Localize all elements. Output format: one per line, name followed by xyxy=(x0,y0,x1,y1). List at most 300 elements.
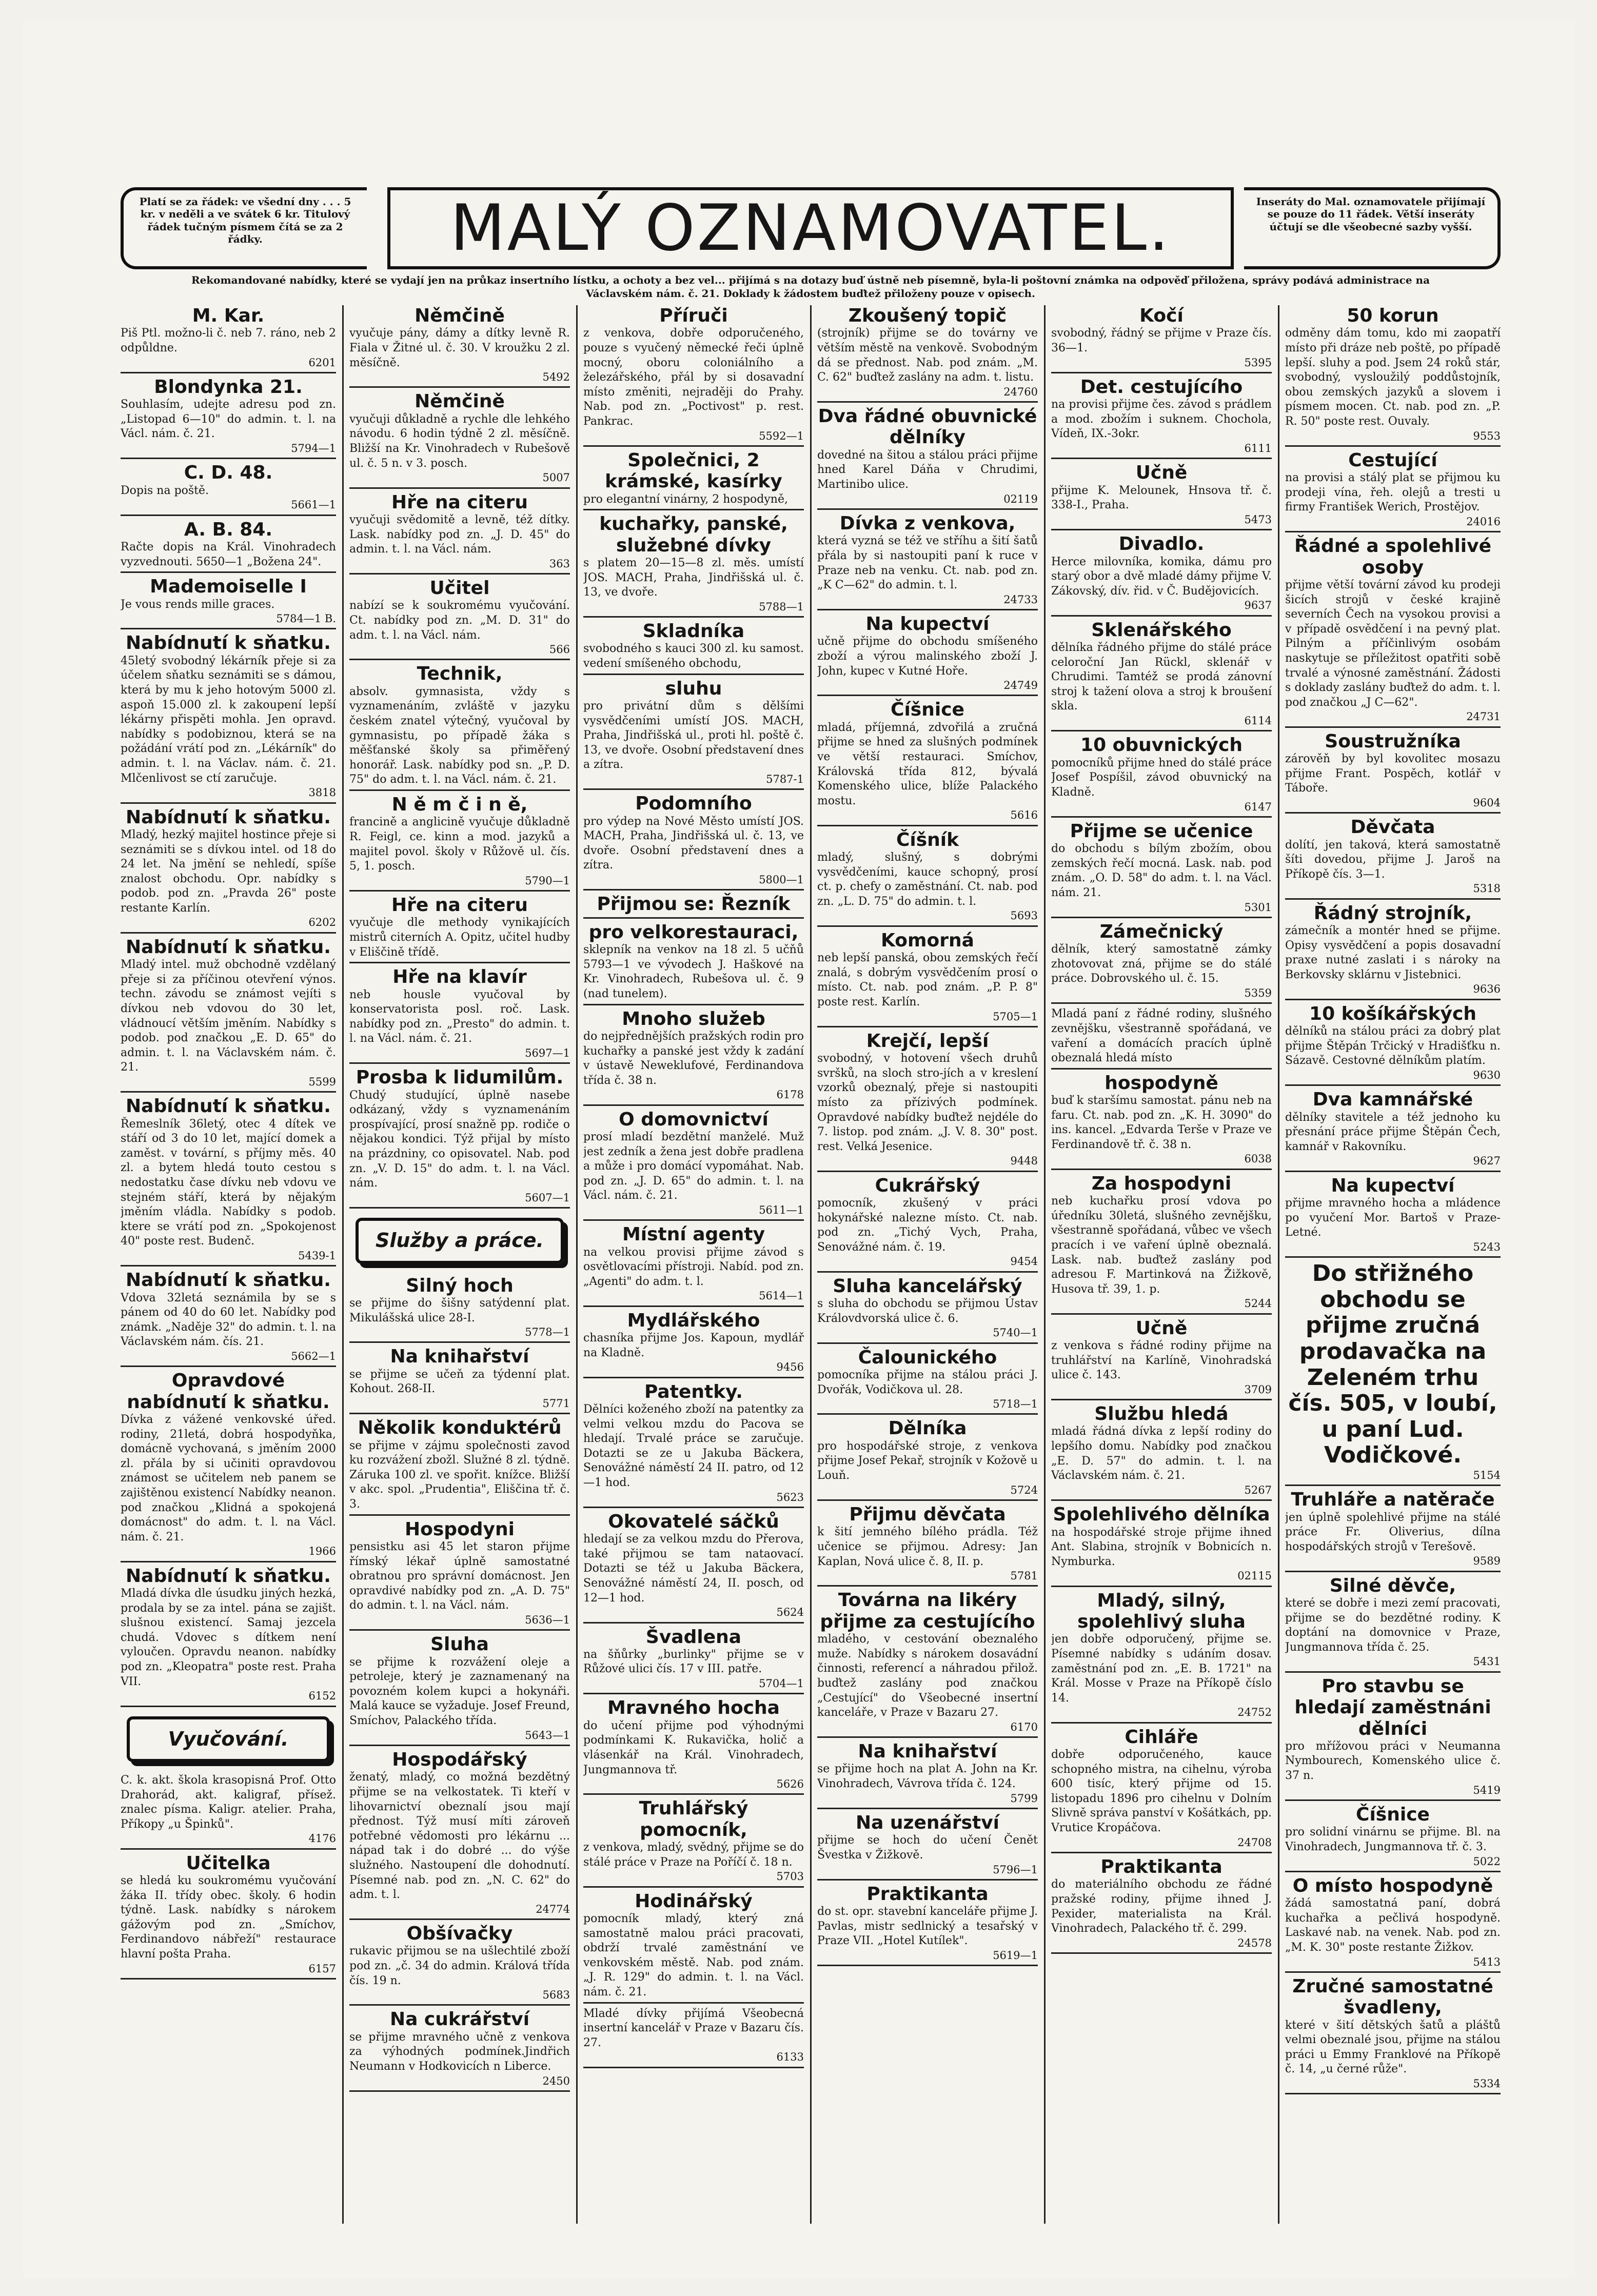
ad-separator xyxy=(583,1219,804,1221)
classified-ad xyxy=(1285,1175,1501,1258)
classified-ad xyxy=(817,305,1038,403)
classified-ad xyxy=(121,462,336,516)
ad-number: 6157 xyxy=(308,1962,336,1975)
ad-number: 5636—1 xyxy=(525,1614,570,1627)
ad-separator xyxy=(1051,1399,1272,1400)
ad-body: Vdova 32letá seznámila by se s pánem od 40 do 60 let. Nabídky pod známk. „Naděje 32" do admin. t. l. na Václavském nám. čís. 21. xyxy=(121,1291,336,1349)
classified-ad xyxy=(349,1067,570,1209)
ad-body: vyučuji svědomitě a levně, též dítky. Lask. nabídky pod zn. „J. D. 45" do admin. t. l. na Václ. nám. xyxy=(349,513,570,556)
classified-ad xyxy=(1285,1976,1501,2094)
ad-number: 566 xyxy=(549,643,570,656)
ad-body: ženatý, mladý, co možná bezdětný přijme se na velkostatek. Ti kteří v lihovarnictví obeznalí jsou mají přednost. Týž musí míti zároveň potřebné vědomosti pro lékárnu ... nápad tak i do dobré ... do výše služného. Nastoupení dle dohodnutí. Písemné nab. pod zn. „N. C. 62" do adm. t. l. xyxy=(349,1771,570,1902)
classified-ad xyxy=(1051,1590,1272,1724)
ad-heading: Učitelka xyxy=(186,1852,271,1874)
ad-body: Je vous rends mille graces. xyxy=(121,598,275,611)
ad-heading: Švadlena xyxy=(645,1626,742,1648)
ad-heading: Službu hledá xyxy=(1094,1403,1229,1425)
ad-body: pomocníka přijme na stálou práci J. Dvořák, Vodičkova ul. 28. xyxy=(817,1369,1038,1396)
ad-number: 24731 xyxy=(1466,710,1501,723)
classified-ad xyxy=(349,2009,570,2091)
ad-body: absolv. gymnasista, vždy s vyznamenáním, zvláště v jazyku českém znatel výtečný, vyučoval by gymnasistu, po případě žáka s měšťanské školy sa přiměřený honorář. Lask. nabídky pod sn. „P. D. 75" do adm. t. l. na Václ. nám. č. 21. xyxy=(349,685,570,786)
ad-number: 9553 xyxy=(1473,429,1501,442)
ad-number: 5778—1 xyxy=(525,1326,570,1339)
ad-separator xyxy=(121,1848,336,1850)
ad-heading: Prosba k lidumilům. xyxy=(356,1067,564,1088)
ad-heading: Obšívačky xyxy=(406,1923,513,1944)
ad-heading: Hře na citeru xyxy=(391,491,528,513)
ad-heading: Mladý, silný, spolehlivý sluha xyxy=(1077,1590,1246,1633)
classified-ad xyxy=(349,1519,570,1631)
ad-separator xyxy=(121,514,336,516)
section-heading-box: Služby a práce. xyxy=(356,1218,564,1263)
ad-separator xyxy=(583,1507,804,1508)
classified-ad xyxy=(583,1109,804,1221)
ad-body: 45letý svobodný lékárník přeje si za účelem sňatku seznámiti se s dámou, která by mu k jeho hotovým 5000 zl. aspoň 15.000 zl. k zakoupení lepší lékárny přispěti mohla. Jen opravd. nabídky s podobiznou, která se na požádání vrátí pod zn. „Lékárník" do admin. t. l. na Václav. nám. č. 21. Mlčenlivost se ctí zaručuje. xyxy=(121,654,336,785)
ad-separator xyxy=(817,508,1038,510)
classified-ad xyxy=(349,1923,570,2006)
column-3 xyxy=(583,305,804,2234)
ad-heading: Nabídnutí k sňatku. xyxy=(126,1565,331,1587)
ad-heading: Truhlářský pomocník, xyxy=(639,1798,748,1840)
classified-ad xyxy=(583,305,804,447)
ad-number: 3818 xyxy=(308,786,336,799)
ad-heading: Učně xyxy=(1135,462,1188,484)
classified-ad xyxy=(583,1224,804,1307)
classifieds-header xyxy=(121,187,1501,300)
ad-separator xyxy=(1285,2093,1501,2094)
ad-body: Mladá paní z řádné rodiny, slušného zevnějšku, všestranně spořádaná, ve vaření a domácích pracích úplně obeznalá hledá místo xyxy=(1051,1007,1272,1065)
ad-number: 5359 xyxy=(1244,987,1272,1000)
ad-body: Chudý studující, úplně nasebe odkázaný, vždy s vyznamenáním prospívající, prosí snažně pp. rodiče o nějakou kondici. Týž přijal by místo na prázdniny, co opisovatel. Nab. pod zn. „V. D. 15" do adm. t. l. na Václ. nám. xyxy=(349,1088,570,1190)
ad-separator xyxy=(349,1062,570,1064)
ad-heading: Praktikanta xyxy=(866,1883,989,1905)
ad-heading: M. Kar. xyxy=(192,305,265,326)
classified-ad xyxy=(121,1096,336,1266)
ad-heading: Učně xyxy=(1135,1317,1188,1339)
ad-number: 4176 xyxy=(308,1832,336,1845)
ad-separator xyxy=(1051,1313,1272,1315)
ad-separator xyxy=(349,2004,570,2006)
ad-number: 5244 xyxy=(1244,1297,1272,1310)
ad-heading: Skladníka xyxy=(642,621,745,642)
classified-ad xyxy=(349,492,570,575)
ad-heading: Společnici, 2 krámské, kasírky xyxy=(605,449,782,492)
classified-ad xyxy=(1051,821,1272,918)
ad-heading: Mydlářského xyxy=(627,1310,760,1331)
ad-separator xyxy=(1051,458,1272,459)
ad-body: neb housle vyučoval by konservatorista posl. roč. Lask. nabídky pod zn. „Presto" do admin. t. l. na Václ. nám. č. 21. xyxy=(349,988,570,1045)
classified-ad xyxy=(121,1566,336,1707)
ad-number: 5784—1 B. xyxy=(276,612,336,625)
ad-number: 6114 xyxy=(1244,715,1272,727)
classified-ad xyxy=(121,576,336,629)
ad-separator xyxy=(583,1793,804,1795)
ad-heading: Dva řádné obuvnické dělníky xyxy=(818,406,1037,448)
ad-body: Řemeslník 36letý, otec 4 dítek ve stáří od 3 do 10 let, mající domek a zaměst. v tovární, s příjmy měs. 40 zl. a bytem hledá touto cestou s nedostatku čase dívku neb vdovu ve stejném stáří, která by nějakým jměním vládla. Nabídky s podob. ktere se vrátí pod zn. „Spokojenost 40" poste rest. Budenč. xyxy=(121,1117,336,1248)
ad-number: 5740—1 xyxy=(993,1327,1038,1339)
classified-ad xyxy=(583,450,804,510)
ad-heading: Na cukrářství xyxy=(389,2009,530,2030)
classified-ad xyxy=(349,1634,570,1746)
classified-ad xyxy=(817,1175,1038,1273)
ad-body: pro hospodářské stroje, z venkova přijme Josef Pekař, strojník v Kožově u Louň. xyxy=(817,1439,1038,1482)
ad-number: 6038 xyxy=(1244,1153,1272,1165)
ad-heading: Nabídnutí k sňatku. xyxy=(126,632,331,654)
classified-ad xyxy=(817,1347,1038,1415)
ad-body: Dívka z vážené venkovské úřed. rodiny, 21letá, dobrá hospodyňka, domácně vychovaná, s jměním 2000 zl. přála by si učiniti opravdovou známost se učitelem neb panem se zajištěnou existencí Nabídky neanon. pod značkou „Klidná a spokojená domácnost" do adm. t. l. na Václ. nám. č. 21. xyxy=(121,1413,336,1543)
ad-heading: Sluha xyxy=(430,1634,489,1655)
ad-heading: Kočí xyxy=(1139,305,1184,326)
ad-number: 5724 xyxy=(1010,1483,1038,1496)
ad-body: s sluha do obchodu se přijmou Ústav Královdvorská ulice č. 6. xyxy=(817,1297,1038,1325)
ad-number: 5611—1 xyxy=(759,1203,804,1216)
ad-body: mladý, slušný, s dobrými vysvědčeními, kauce schopný, prosí ct. p. chefy o zaměstnání. Ct. nab. pod zn. „L. D. 75" do admin. t. l. xyxy=(817,851,1038,908)
ad-separator xyxy=(817,925,1038,927)
ad-heading: 10 košíkářských xyxy=(1309,1003,1476,1024)
ad-body: do učení přijme pod výhodnými podmínkami K. Rukavička, holič a vlásenkář na Král. Vinohradech, Jungmannova tř. xyxy=(583,1719,804,1776)
ad-number: 5787-1 xyxy=(766,773,804,786)
ad-body: do materiálního obchodu ze řádné pražské rodiny, přijme ihned J. Pexider, materialista na Král. Vinohradech, Palackého tř. č. 299. xyxy=(1051,1878,1272,1935)
classified-ad xyxy=(1285,305,1501,447)
ad-separator xyxy=(349,789,570,791)
ad-number: 1966 xyxy=(308,1545,336,1558)
ad-body: mladá řádná dívka z lepší rodiny do lepšího domu. Nabídky pod značkou „E. D. 57" do admin. t. l. na Václavském nám. č. 21. xyxy=(1051,1425,1272,1482)
ad-separator xyxy=(583,509,804,510)
ad-number: 5395 xyxy=(1244,356,1272,369)
ad-heading: Číšnice xyxy=(891,699,964,721)
classified-ad xyxy=(1285,1676,1501,1801)
classified-ad xyxy=(1285,731,1501,814)
ad-body: na provisi a stálý plat se přijmou ku prodeji vína, řeh. olejů a tresti u firmy František Werich, Prostějov. xyxy=(1285,471,1501,514)
ad-separator xyxy=(1285,1671,1501,1673)
ad-body: na šňůrky „burlinky" přijme se v Růžové ulici čís. 17 v III. patře. xyxy=(583,1648,804,1676)
ad-number: 5267 xyxy=(1244,1483,1272,1496)
ad-number: 9456 xyxy=(776,1361,804,1374)
column-divider xyxy=(1044,305,1046,2224)
ad-number: 5790—1 xyxy=(525,874,570,887)
classified-ad xyxy=(1051,1073,1272,1170)
newspaper-page xyxy=(23,21,1575,2278)
ad-heading: Přijmou se: Řezník xyxy=(597,894,791,915)
classified-ad xyxy=(1285,1575,1501,1673)
classified-ad xyxy=(1051,735,1272,817)
page-title: MALÝ OZNAMOVATEL. xyxy=(387,187,1234,269)
ad-heading: Přijmu děvčata xyxy=(849,1503,1006,1525)
ad-separator xyxy=(1051,816,1272,818)
ad-separator xyxy=(817,1879,1038,1881)
classified-ad xyxy=(1285,1489,1501,1572)
ad-number: 5800—1 xyxy=(759,874,804,886)
ad-separator xyxy=(817,1965,1038,1966)
ad-separator xyxy=(1051,615,1272,617)
classified-ad xyxy=(583,1627,804,1695)
classified-ad xyxy=(583,513,804,618)
ad-separator xyxy=(1285,1084,1501,1086)
ad-heading: Mademoiselle I xyxy=(150,576,307,598)
ad-heading: Silné děvče, xyxy=(1329,1575,1456,1596)
classified-ad xyxy=(583,894,804,918)
classified-ad xyxy=(583,1511,804,1624)
ad-separator xyxy=(583,889,804,890)
classified-ad xyxy=(817,406,1038,510)
ad-separator xyxy=(349,659,570,660)
ad-body: se přijme v zájmu společnosti zavod ku rozvážení zbožl. Služné 8 zl. týdně. Záruka 100 zl. ve spořit. knížce. Bližší v akc. spol. „Prudentia", Eliščina tř. č. 3. xyxy=(349,1439,570,1511)
section-heading-box: Vyučování. xyxy=(127,1716,330,1762)
ad-heading: Děvčata xyxy=(1350,817,1435,838)
ad-separator xyxy=(583,2067,804,2068)
ad-separator xyxy=(817,695,1038,696)
ad-heading: Divadlo. xyxy=(1118,533,1205,555)
ad-separator xyxy=(817,401,1038,403)
ad-number: 5243 xyxy=(1473,1240,1501,1253)
ad-heading: Dva kamnářské xyxy=(1312,1089,1473,1111)
ad-number: 9636 xyxy=(1473,983,1501,996)
ad-columns xyxy=(121,305,1501,2234)
ad-heading: Příruči xyxy=(659,305,728,326)
ad-heading: Nabídnutí k sňatku. xyxy=(126,1270,331,1291)
classified-ad xyxy=(121,1370,336,1562)
ad-number: 9637 xyxy=(1244,599,1272,612)
ad-separator xyxy=(121,1265,336,1266)
ad-number: 9454 xyxy=(1010,1255,1038,1268)
ad-body: na hospodářské stroje přijme ihned Ant. Slabina, strojník v Bobnicích n. Nymburka. xyxy=(1051,1526,1272,1568)
classified-ad xyxy=(583,793,804,890)
ad-body: sklepník na venkov na 18 zl. 5 učňů 5793—1 ve vývodech J. Haškové na Kr. Vinohradech, Rubešova ul. č. 9 (nad tunelem). xyxy=(583,943,804,1000)
ad-separator xyxy=(1051,1722,1272,1724)
ad-heading: Komorná xyxy=(881,929,974,951)
classified-ad xyxy=(817,1031,1038,1172)
ad-number: 5794—1 xyxy=(291,442,336,455)
classified-ad xyxy=(817,1276,1038,1344)
ad-body: pomocníků přijme hned do stálé práce Josef Pospíšil, závod obuvnický na Kladně. xyxy=(1051,756,1272,799)
ad-heading: Zručné samostatné švadleny, xyxy=(1292,1975,1493,2018)
ad-separator xyxy=(583,1377,804,1378)
ad-number: 5705—1 xyxy=(993,1010,1038,1023)
ad-body: C. k. akt. škola krasopisná Prof. Otto Drahorád, akt. kaligraf, přísež. znalec písma. Kaligr. atelier. Praha, Příkopy „u Špinků". xyxy=(121,1773,336,1831)
ad-heading: Soustružníka xyxy=(1325,730,1461,752)
ad-number: 02119 xyxy=(1003,492,1038,505)
ad-separator xyxy=(1051,1068,1272,1070)
ad-separator xyxy=(1285,1485,1501,1486)
classified-ad xyxy=(1051,462,1272,530)
classified-ad xyxy=(817,699,1038,826)
ad-body: zámečník a montér hned se přijme. Opisy vysvědčení a popis dosavadní praxe nutné zaslati i s nároky na Berkovsky sklárnu v Jistebnici. xyxy=(1285,924,1501,981)
ad-number: 24733 xyxy=(1003,593,1038,606)
ad-heading: Dělníka xyxy=(888,1418,967,1439)
ad-separator xyxy=(817,1499,1038,1501)
ad-number: 5643—1 xyxy=(525,1729,570,1741)
ad-heading: A. B. 84. xyxy=(184,519,273,540)
ad-heading: Cukrářský xyxy=(875,1175,980,1196)
classified-ad xyxy=(583,2007,804,2068)
classified-ad xyxy=(1051,1007,1272,1069)
ad-number: 5624 xyxy=(776,1606,804,1619)
ad-heading: Němčině xyxy=(415,305,505,326)
ad-heading: Blondynka 21. xyxy=(154,376,303,398)
ad-body: přijme K. Melounek, Hnsova tř. č. 338-I., Praha. xyxy=(1051,484,1272,512)
classified-ad xyxy=(1285,536,1501,727)
classified-ad xyxy=(817,829,1038,927)
ad-heading: Přijme se učenice xyxy=(1070,820,1253,842)
ad-separator xyxy=(121,932,336,934)
ad-separator xyxy=(121,1561,336,1562)
ad-body: zárověň by byl kovolitec mosazu přijme Frant. Pospěch, kotlář v Táboře. xyxy=(1285,753,1501,795)
ad-body: se přijme mravného učně z venkova za výhodných podmínek.Jindřich Neumann v Hodkovicích n Liberce. xyxy=(349,2030,570,2073)
classified-ad xyxy=(1051,1318,1272,1400)
ad-number: 5796—1 xyxy=(993,1863,1038,1876)
ad-number: 5022 xyxy=(1473,1855,1501,1868)
ad-heading: N ě m č i n ě, xyxy=(391,794,528,816)
ad-separator xyxy=(1285,1571,1501,1572)
ad-number: 5683 xyxy=(542,1989,570,2002)
ad-body: do nejpřednějších pražských rodin pro kuchařky a panské jest vždy k zadání v ústavě Neweklufové, Ferdinandova třída č. 38 n. xyxy=(583,1030,804,1087)
ad-number: 5614—1 xyxy=(759,1290,804,1302)
ad-body: dovedné na šitou a stálou práci přijme hned Karel Dáňa v Chrudimi, Martinibo ulice. xyxy=(817,448,1038,491)
ad-body: dělníků na stálou práci za dobrý plat přijme Štěpán Trčický v Hradišťku n. Sázavě. Cestovné dělníkům platím. xyxy=(1285,1025,1501,1067)
ad-separator xyxy=(1051,1499,1272,1501)
classified-ad xyxy=(817,513,1038,610)
ad-heading: Sluha kancelářský xyxy=(833,1275,1022,1297)
ad-body: které se dobře i mezi zemí pracovati, přijme se do bezdětné rodiny. K doptání na domovnice v Praze, Jungmannova třída č. 25. xyxy=(1285,1597,1501,1654)
classified-ad xyxy=(583,1310,804,1378)
ad-number: 24708 xyxy=(1237,1836,1272,1849)
ad-number: 5607—1 xyxy=(525,1191,570,1204)
ad-body: dělníky stavitele a též jednoho ku přesnání práce přijme Štěpán Čech, kamnář v Rakovníku. xyxy=(1285,1111,1501,1153)
ad-body: jen úplně spolehlivé přijme na stálé práce Fr. Oliverius, dílna hospodářských strojů v Terešově. xyxy=(1285,1511,1501,1553)
ad-separator xyxy=(583,1305,804,1307)
ad-number: 24752 xyxy=(1237,1706,1272,1719)
ad-separator xyxy=(349,1413,570,1414)
ad-heading: Technik, xyxy=(417,663,503,685)
ad-separator xyxy=(583,1004,804,1005)
ad-heading: Řádný strojník, xyxy=(1313,902,1472,924)
ad-number: 24016 xyxy=(1466,516,1501,528)
ad-body: svobodného s kauci 300 zl. ku samost. vedení smíšeného obchodu, xyxy=(583,642,804,670)
ad-heading: Na knihařství xyxy=(858,1741,997,1763)
ad-number: 5619—1 xyxy=(993,1949,1038,1962)
ad-heading: Za hospodyni xyxy=(1091,1173,1232,1194)
ad-separator xyxy=(121,628,336,629)
ad-separator xyxy=(121,1091,336,1093)
ad-separator xyxy=(1285,1171,1501,1172)
ad-number: 24578 xyxy=(1237,1936,1272,1949)
ad-body: s platem 20—15—8 zl. měs. umístí JOS. MACH, Praha, Jindřišská ul. č. 13, ve dvoře. xyxy=(583,557,804,599)
ad-number: 5431 xyxy=(1473,1655,1501,1668)
classified-ad xyxy=(1051,1727,1272,1853)
ad-body: hledají se za velkou mzdu do Přerova, také přijmou se tam nataovací. Dotazti se též u Jakuba Bäckera, Senovážné náměstí 24, II. posch, od 12—1 hod. xyxy=(583,1533,804,1605)
ad-body: svobodný, v hotovení všech druhů svršků, na sloch stro-jích a v kreslení vzorků obeznalý, přeje si nastoupiti místo za přízivých podmínek. Opravdové nabídky buďtež nejdéle do 7. listop. pod znám. „J. V. 8. 30" post. rest. Velká Jesenice. xyxy=(817,1052,1038,1153)
ad-heading: Číšnice xyxy=(1356,1804,1430,1825)
classified-ad xyxy=(349,305,570,388)
ad-heading: Nabídnutí k sňatku. xyxy=(126,806,331,828)
ad-separator xyxy=(349,386,570,388)
ad-separator xyxy=(583,1886,804,1888)
ad-number: 6147 xyxy=(1244,800,1272,813)
classified-ad xyxy=(121,1853,336,1980)
header-price-box: Platí se za řádek: ve všední dny . . . 5 kr. v neděli a ve svátek 6 kr. Titulový řádek tučným písmem čítá se za 2 řádky. xyxy=(121,187,367,269)
ad-heading: Mravného hocha xyxy=(607,1697,780,1719)
classified-ad xyxy=(349,391,570,488)
ad-body: mladá, příjemná, zdvořilá a zručná přijme se hned za slušných podmínek ve větší restauraci. Smíchov, Královská třída 812, bývalá Komenského ulice, blíže Palackého mostu. xyxy=(817,721,1038,807)
ad-heading: Sklenářského xyxy=(1091,619,1232,641)
classified-ad xyxy=(817,1741,1038,1809)
classified-ad xyxy=(1285,1804,1501,1872)
classified-ad xyxy=(121,937,336,1093)
ad-heading: Němčině xyxy=(415,391,505,412)
ad-body: se přijme do šišny satýdenní plat. Mikulášská ulice 28-I. xyxy=(349,1296,570,1324)
ad-separator xyxy=(817,609,1038,610)
ad-separator xyxy=(1285,1256,1501,1258)
ad-number: 5592—1 xyxy=(759,429,804,442)
ad-number: 6133 xyxy=(776,2051,804,2064)
ad-separator xyxy=(583,1104,804,1106)
ad-heading: Spolehlivého dělníka xyxy=(1053,1504,1270,1526)
ad-number: 5616 xyxy=(1010,809,1038,822)
column-divider xyxy=(1278,305,1279,2224)
ad-number: 5693 xyxy=(1010,909,1038,922)
classified-ad xyxy=(1051,1504,1272,1587)
ad-separator xyxy=(121,802,336,804)
ad-heading: Hodinářský xyxy=(635,1890,753,1912)
classified-ad xyxy=(817,1504,1038,1587)
classified-ad xyxy=(583,1381,804,1508)
classified-ad xyxy=(121,632,336,803)
ad-body: pro výdep na Nové Město umístí JOS. MACH, Praha, Jindřišská ul. č. 13, ve dvoře. Osobní představení dnes a zítra. xyxy=(583,815,804,872)
classified-ad xyxy=(1285,450,1501,532)
ad-body: Mladý, hezký majitel hostince přeje si seznámiti se s dívkou intel. od 18 do 24 let. Na jmění se nehledí, spíše znalost obchodu. Opr. nabídky s podob. pod zn. „Pravda 26" poste restante Karlín. xyxy=(121,828,336,915)
ad-separator xyxy=(1051,372,1272,373)
ad-body: dělník, který samostatně zámky zhotovovat zná, přijme se do stálé práce. Dobrovského ul. č. 15. xyxy=(1051,943,1272,985)
ad-body: k šití jemného bílého prádla. Též učenice se přijmou. Adresy: Jan Kaplan, Nová ulice č. 8, II. p. xyxy=(817,1526,1038,1568)
ad-body: dělníka řádného přijme do stálé práce celoroční Jan Rückl, sklenář v Chrudimi. Tamtéž se prodá zánovní stroj k tažení olova a stroj k broušení skla. xyxy=(1051,641,1272,713)
ad-separator xyxy=(121,372,336,373)
ad-heading: O domovnictví xyxy=(619,1109,768,1130)
ad-number: 02115 xyxy=(1237,1570,1272,1582)
ad-heading: Číšník xyxy=(896,829,959,850)
ad-heading: Řádné a spolehlivé osoby xyxy=(1294,536,1492,578)
ad-number: 5788—1 xyxy=(759,600,804,613)
classified-ad xyxy=(817,1590,1038,1738)
ad-heading: hospodyně xyxy=(1105,1072,1218,1094)
ad-heading: sluhu xyxy=(665,678,722,699)
ad-separator xyxy=(349,1629,570,1631)
ad-body: která vyzná se též ve stříhu a šití šatů přála by si nastoupiti paní k ruce v Praze neb na venku. Ct. nab. pod zn. „K C—62" do admin. t. l. xyxy=(817,535,1038,592)
ad-heading: Do střižného obchodu se přijme zručná prodavačka na Zeleném trhu čís. 505, v loubí, u paní Lud. Vodičkové. xyxy=(1288,1260,1497,1469)
classified-ad xyxy=(817,1812,1038,1881)
ad-heading: Cihláře xyxy=(1125,1726,1198,1748)
classified-ad xyxy=(1051,1856,1272,1954)
ad-heading: Okovatelé sáčků xyxy=(608,1511,779,1532)
ad-number: 6170 xyxy=(1010,1720,1038,1733)
ad-body: vyučuje pány, dámy a dítky levně R. Fiala v Žitné ul. č. 30. V kroužku 2 zl. měsíčně. xyxy=(349,327,570,369)
ad-number: 5703 xyxy=(776,1870,804,1883)
ad-body: z venkova, mladý, svědný, přijme se do stálé práce v Praze na Poříčí č. 18 n. xyxy=(583,1841,804,1869)
classified-ad xyxy=(1051,1403,1272,1501)
ad-body: se přijme hoch na plat A. John na Kr. Vinohradech, Vávrova třída č. 124. xyxy=(817,1763,1038,1791)
ad-separator xyxy=(583,674,804,675)
ad-heading: Pro stavbu se hledají zaměstnáni dělníci xyxy=(1294,1675,1491,1739)
ad-separator xyxy=(583,1622,804,1624)
ad-separator xyxy=(1051,529,1272,530)
ad-heading: Na kupectví xyxy=(865,613,990,635)
classified-ad xyxy=(1051,377,1272,459)
header-rules-box: Inseráty do Mal. oznamovatele přijímají se pouze do 11 řádek. Větší inseráty účtují se dle všeobecné sazby vyšší. xyxy=(1244,187,1501,269)
classified-ad xyxy=(349,895,570,963)
ad-number: 5599 xyxy=(308,1075,336,1088)
ad-body: Dělníci koženého zboží na patentky za velmi velkou mzdu do Pacova se hledají. Trvalé práce se zaručuje. Dotazti se ze u Jakuba Bäckera, Senovážné náměstí 24 II. patro, od 12—1 hod. xyxy=(583,1402,804,1489)
ad-separator xyxy=(817,1585,1038,1587)
ad-separator xyxy=(1051,917,1272,918)
